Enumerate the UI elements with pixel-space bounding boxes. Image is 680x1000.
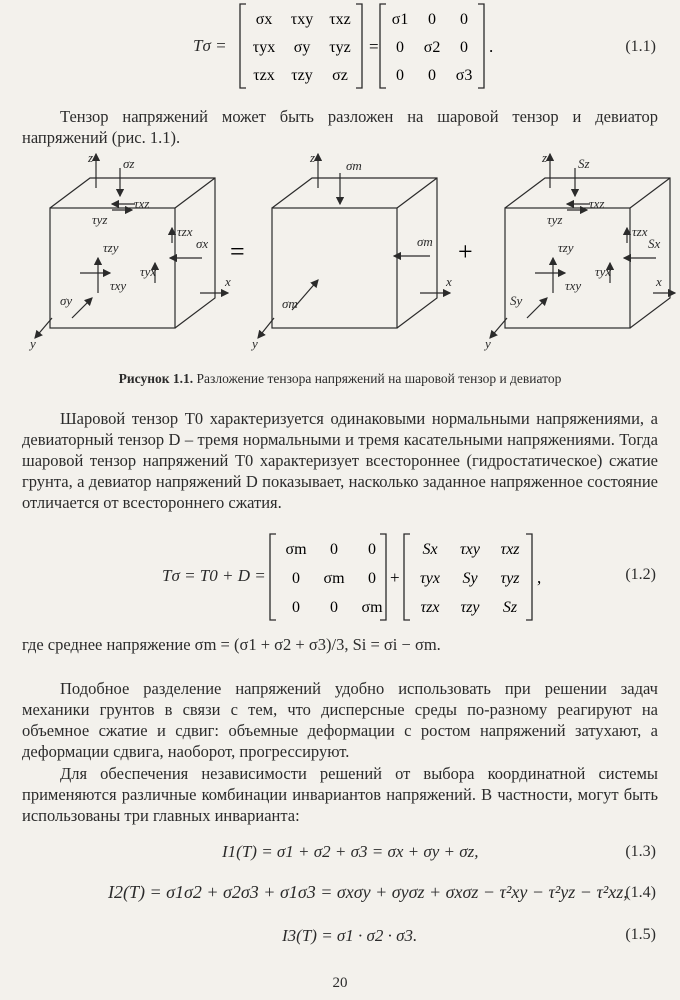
eq1-m2-cell-0-1: 0 [428,11,436,28]
eq2-m2-cell-2-2: Sz [502,599,518,616]
eq2-m1-cell-1-2: 0 [368,570,376,587]
eq1-equals: = [369,37,379,56]
eq2-m1-cell-2-1: 0 [330,599,338,616]
eq4-formula: I2(T) = σ1σ2 + σ2σ3 + σ1σ3 = σxσy + σyσz + σxσz − τ²xy − τ²yz − τ²xz, [108,882,628,902]
eq1-m1-cell-0-1: τxy [290,11,314,28]
figure-1-1 [0,148,680,358]
cube3-label-txy: τxy [565,278,582,293]
cube1-axis-x: x [225,274,231,289]
eq4-number: (1.4) [625,884,656,901]
cube3-label-sz: Sz [578,156,590,171]
cube3-axis-z: z [542,150,548,165]
cube1-label-sy: σy [60,293,73,308]
cube3-axis-y: y [485,336,491,351]
eq5-formula: I3(T) = σ1 · σ2 · σ3. [282,926,418,945]
eq1-lhs: Tσ = [193,36,227,55]
eq2-m2-cell-0-1: τxy [460,541,480,558]
eq2-m1-cell-0-1: 0 [330,541,338,558]
cube3-label-tyx: τyx [595,264,612,279]
eq2-m1-cell-0-2: 0 [368,541,376,558]
cube1-label-sz: σz [123,156,135,171]
eq1-m1-cell-1-0: τyx [252,39,276,56]
cube3-label-txz: τxz [589,196,605,211]
cube3-label-sx: Sx [648,236,661,251]
cube2-axis-z: z [310,150,316,165]
eq1-m1-cell-0-0: σx [255,11,273,28]
eq2-matrices [268,532,558,622]
paragraph-2: Шаровой тензор T0 характеризуется одинаковыми нормальными напряжениями, а девиаторный тензор D – тремя нормальными и тремя касательными напряжениями. Тогда шаровой тензор напряжений T0 характеризует всестороннее (гидростатическое) сжатие грунта, а девиатор напряжений D показывает, насколько заданное напряженное состояние отличается от всестороннего сжатия. [22,409,658,512]
eq2-m1-cell-0-0: σm [285,541,307,558]
eq1-m2-cell-0-0: σ1 [391,11,409,28]
cube3-axis-x: x [656,274,662,289]
eq5-number: (1.5) [625,926,656,943]
cube3-label-sy: Sy [510,293,523,308]
cube1-label-tyx: τyx [140,264,157,279]
eq2-m2-cell-2-1: τzy [460,599,480,616]
eq1-m1-cell-1-2: τyz [329,39,351,56]
cube3-label-tzx: τzx [632,224,648,239]
eq2-m2-cell-0-0: Sx [422,541,438,558]
eq2-end: , [537,568,542,587]
cube1-axis-z: z [88,150,94,165]
eq2-m2-cell-1-2: τyz [500,570,520,587]
paragraph-4: Подобное разделение напряжений удобно использовать при решении задач механики грунтов в связи с тем, что дисперсные среды по-разному реагируют на объемное сжатие и сдвиг: объемные деформации с ростом напряжений затухают, а деформации сдвига, наоборот, прогрессируют. [22,679,658,761]
eq2-m2-cell-0-2: τxz [500,541,520,558]
cube1-axis-y: y [30,336,36,351]
eq2-m1-cell-1-1: σm [323,570,345,587]
eq1-m1-cell-2-1: τzy [291,67,313,84]
cube1-label-tzx: τzx [177,224,193,239]
eq1-number: (1.1) [625,38,656,55]
eq1-m2-cell-1-0: 0 [396,39,404,56]
eq1-m2-cell-2-2: σ3 [455,67,473,84]
figure-caption [0,371,680,387]
cube2-axis-x: x [446,274,452,289]
eq1-matrices [238,2,508,90]
page-number: 20 [332,975,348,991]
eq1-m2-cell-0-2: 0 [460,11,468,28]
cube1-label-sx: σx [196,236,209,251]
eq2-m1-cell-1-0: 0 [292,570,300,587]
eq2-m2-cell-2-0: τzx [420,599,440,616]
eq2-number: (1.2) [625,566,656,583]
cube2-label-sm-top: σm [346,158,362,173]
eq1-m2-cell-1-2: 0 [460,39,468,56]
eq1-end: . [489,37,494,56]
eq1-m1-cell-2-2: σz [332,67,348,84]
cube1-label-tzy: τzy [103,240,119,255]
cube2-label-sm-right: σm [417,234,433,249]
eq1-m1-cell-2-0: τzx [253,67,275,84]
cube1-label-txy: τxy [110,278,127,293]
eq2-lhs: Tσ = T0 + D = [162,566,266,585]
cube1-label-tyz: τyz [92,212,108,227]
caption-label: Рисунок 1.1. [118,371,194,386]
eq1-m1-cell-0-2: τxz [329,11,351,28]
eq2-m1-cell-2-2: σm [361,599,383,616]
paragraph-1: Тензор напряжений может быть разложен на шаровой тензор и девиатор напряжений (рис. 1.1). [22,107,658,147]
eq2-plus: + [390,568,400,587]
eq3-formula: I1(T) = σ1 + σ2 + σ3 = σx + σy + σz, [222,842,479,861]
eq1-m2-cell-1-1: σ2 [423,39,441,56]
eq1-m2-cell-2-0: 0 [396,67,404,84]
eq1-m2-cell-2-1: 0 [428,67,436,84]
eq1-m1-cell-1-1: σy [293,39,311,56]
cube3-label-tyz: τyz [547,212,563,227]
paragraph-5: Для обеспечения независимости решений от выбора координатной системы применяются различные комбинации инвариантов напряжений. В частности, могут быть использованы три главных инварианта: [22,764,658,825]
eq3-number: (1.3) [625,843,656,860]
cube2-label-sm-front: σm [282,296,298,311]
cube2-axis-y: y [252,336,258,351]
eq2-m2-cell-1-1: Sy [462,570,478,587]
eq2-m2-cell-1-0: τyx [420,570,440,587]
cube3-label-tzy: τzy [558,240,574,255]
figure-plus: + [458,237,473,266]
paragraph-3: где среднее напряжение σm = (σ1 + σ2 + σ3)/3, Si = σi − σm. [22,635,441,654]
figure-equals: = [230,237,245,266]
eq2-m1-cell-2-0: 0 [292,599,300,616]
caption-text: Разложение тензора напряжений на шаровой тензор и девиатор [193,371,562,386]
cube1-label-txz: τxz [134,196,150,211]
